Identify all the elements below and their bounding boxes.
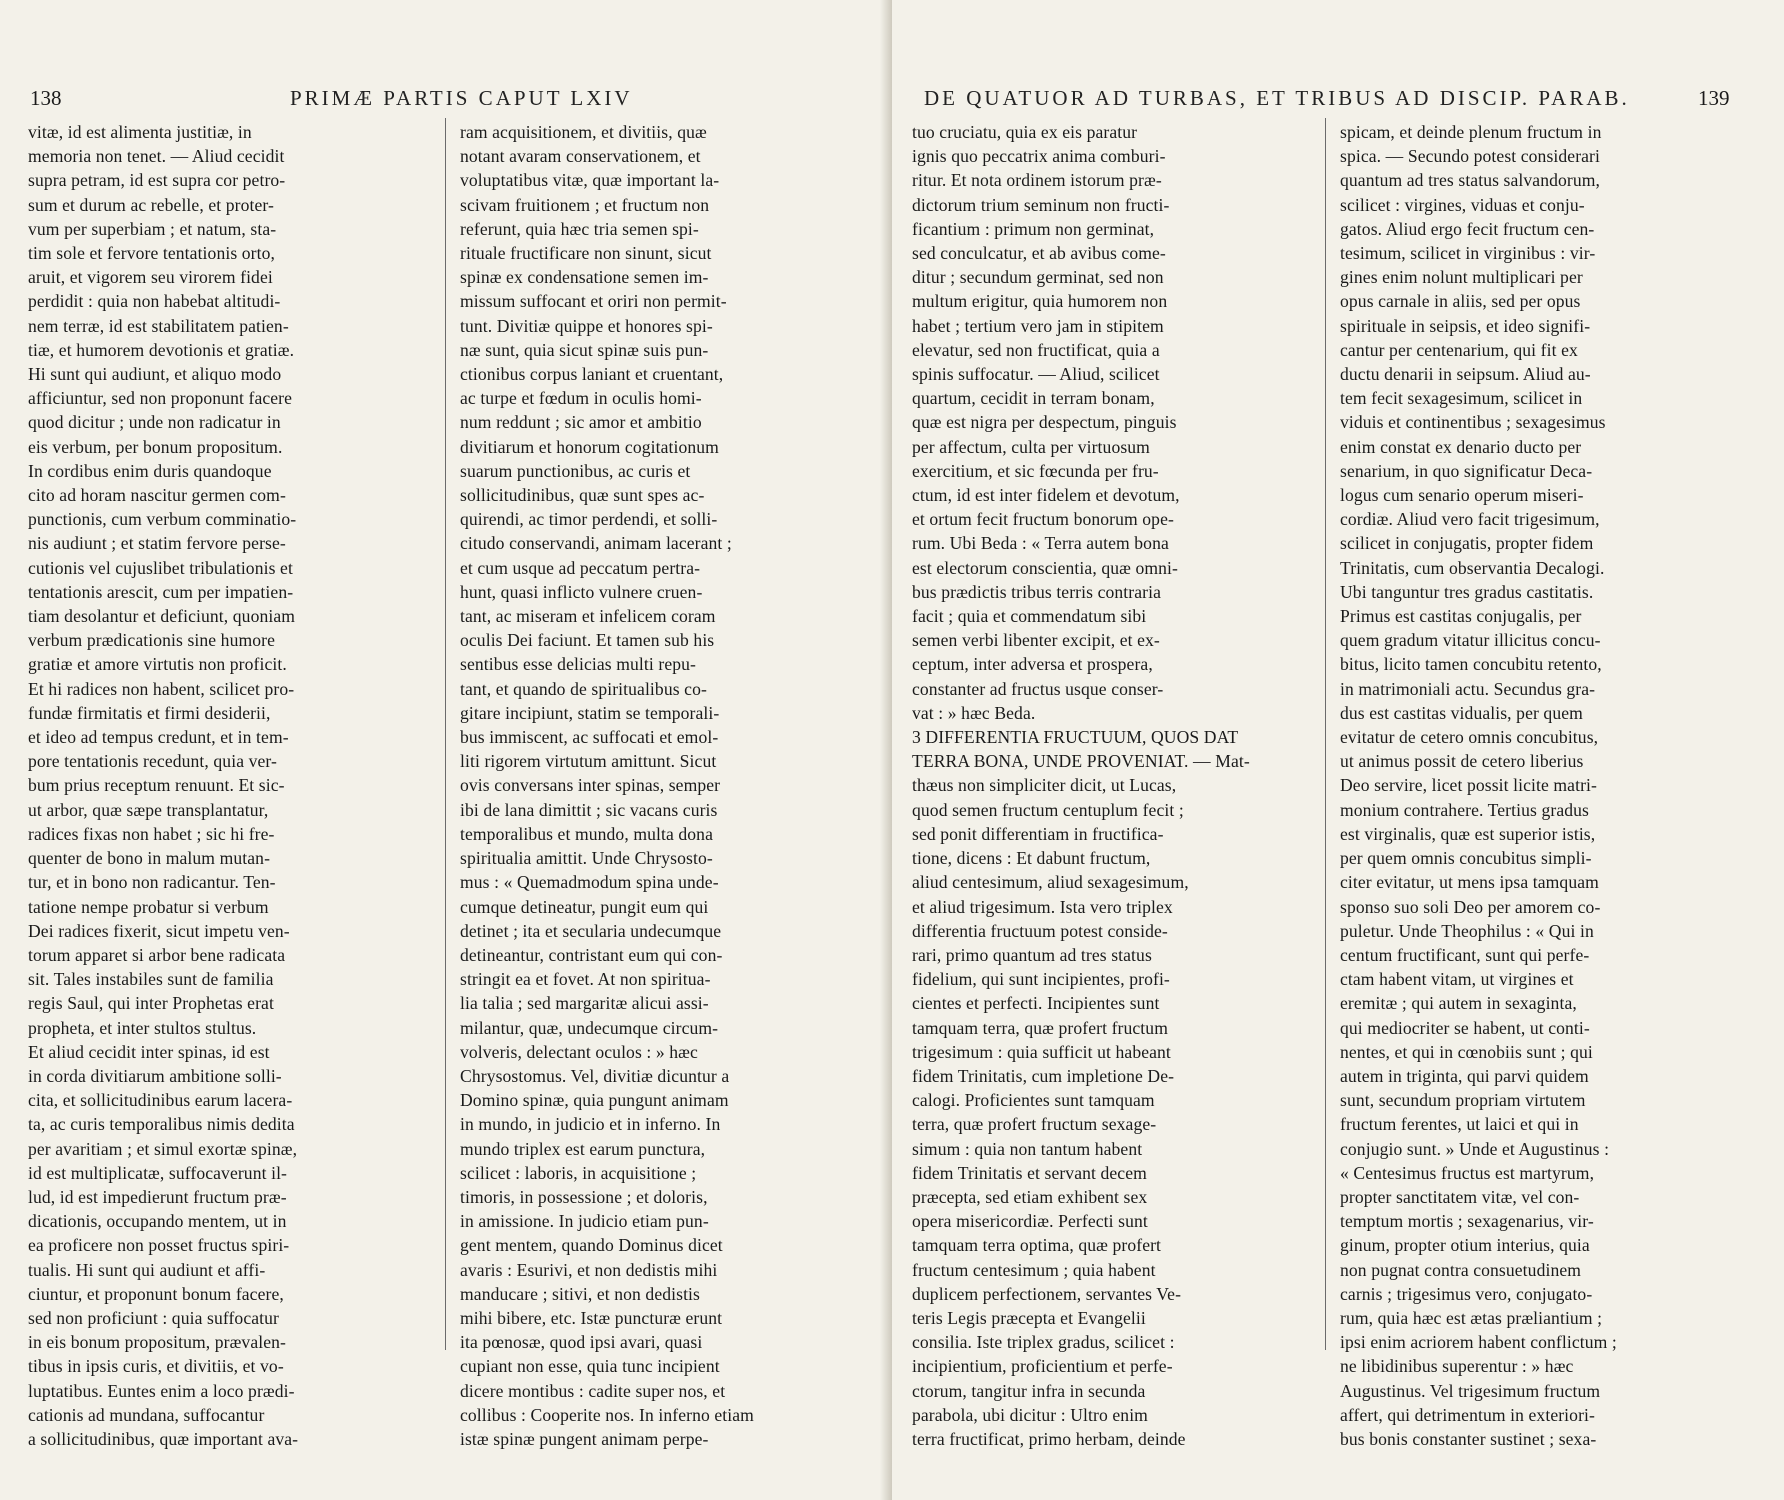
left-running-head: PRIMÆ PARTIS CAPUT LXIV: [290, 86, 633, 110]
text-line: Primus est castitas conjugalis, per: [1340, 606, 1582, 627]
text-line: perdidit : quia non habebat altitudi-: [28, 291, 281, 312]
text-line: divitiarum et honorum cogitationum: [460, 436, 719, 457]
text-line: qui mediocriter se habent, ut conti-: [1340, 1017, 1590, 1038]
text-line: cupiant non esse, quia tunc incipient: [460, 1356, 720, 1377]
text-line: cientes et perfecti. Incipientes sunt: [912, 993, 1160, 1014]
text-line: logus cum senario operum miseri-: [1340, 485, 1584, 506]
text-line: propter sanctitatem vitæ, vel con-: [1340, 1186, 1580, 1207]
text-line: liti rigorem virtutum amittunt. Sicut: [460, 751, 717, 772]
text-line: in eis bonum propositum, prævalen-: [28, 1332, 286, 1353]
text-line: Et aliud cecidit inter spinas, id est: [28, 1041, 270, 1062]
left-column-divider: [445, 118, 446, 1350]
text-line: tant, ac miseram et infelicem coram: [460, 606, 716, 627]
text-line: Trinitatis, cum observantia Decalogi.: [1340, 557, 1605, 578]
text-line: fructum centesimum ; quia habent: [912, 1259, 1156, 1280]
text-line: ea proficere non posset fructus spiri-: [28, 1235, 290, 1256]
text-line: spiritualia amittit. Unde Chrysosto-: [460, 848, 713, 869]
text-line: rum. Ubi Beda : « Terra autem bona: [912, 533, 1169, 554]
text-line: per affectum, culta per virtuosum: [912, 436, 1150, 457]
text-line: luptatibus. Euntes enim a loco prædi-: [28, 1380, 295, 1401]
text-line: cationis ad mundana, suffocantur: [28, 1404, 265, 1425]
text-line: nem terræ, id est stabilitatem patien-: [28, 315, 289, 336]
text-line: pore tentationis recedunt, quia ver-: [28, 751, 277, 772]
right-column-divider: [1325, 118, 1326, 1350]
text-line: dus est castitas vidualis, per quem: [1340, 702, 1583, 723]
text-line: eis verbum, per bonum propositum.: [28, 436, 283, 457]
text-line: quenter de bono in malum mutan-: [28, 848, 271, 869]
text-line: ac turpe et fœdum in oculis homi-: [460, 388, 702, 409]
text-line: lud, id est impedierunt fructum præ-: [28, 1186, 287, 1207]
text-line: ditur ; secundum germinat, sed non: [912, 267, 1164, 288]
text-line: constanter ad fructus usque conser-: [912, 678, 1164, 699]
text-line: mihi bibere, etc. Istæ puncturæ erunt: [460, 1307, 723, 1328]
text-line: « Centesimus fructus est martyrum,: [1340, 1162, 1595, 1183]
text-line: tesimum, scilicet in virginibus : vir-: [1340, 243, 1596, 264]
text-line: radices fixas non habet ; sic hi fre-: [28, 823, 275, 844]
text-line: tur, et in bono non radicantur. Ten-: [28, 872, 276, 893]
text-line: ne libidinibus superentur : » hæc: [1340, 1356, 1574, 1377]
text-line: quod semen fructum centuplum fecit ;: [912, 799, 1184, 820]
text-line: Hi sunt qui audiunt, et aliquo modo: [28, 364, 282, 385]
text-line: Et hi radices non habent, scilicet pro-: [28, 678, 295, 699]
text-line: tim sole et fervore tentationis orto,: [28, 243, 276, 264]
text-line: sed conculcatur, et ab avibus come-: [912, 243, 1166, 264]
text-line: vum per superbiam ; et natum, sta-: [28, 218, 277, 239]
text-line: supra petram, id est supra cor petro-: [28, 170, 286, 191]
text-line: tibus in ipsis curis, et divitiis, et vo-: [28, 1356, 284, 1377]
text-line: Chrysostomus. Vel, divitiæ dicuntur a: [460, 1065, 730, 1086]
text-line: habet ; tertium vero jam in stipitem: [912, 315, 1164, 336]
text-line: hunt, quasi inflicto vulnere cruen-: [460, 581, 703, 602]
text-line: sollicitudinibus, quæ sunt spes ac-: [460, 485, 705, 506]
text-line: vat : » hæc Beda.: [912, 702, 1036, 723]
text-line: ctam habent vitam, ut virgines et: [1340, 969, 1574, 990]
text-line: sunt, secundum propriam virtutem: [1340, 1090, 1586, 1111]
text-line: stringit ea et fovet. At non spiritua-: [460, 969, 711, 990]
text-line: timoris, in possessione ; et doloris,: [460, 1186, 708, 1207]
text-line: bitus, licito tamen concubitu retento,: [1340, 654, 1602, 675]
text-line: regis Saul, qui inter Prophetas erat: [28, 993, 274, 1014]
text-line: spinis suffocatur. — Aliud, scilicet: [912, 364, 1160, 385]
text-line: lia talia ; sed margaritæ alicui assi-: [460, 993, 709, 1014]
text-line: tem fecit sexagesimum, scilicet in: [1340, 388, 1583, 409]
text-line: sed non proficiunt : quia suffocatur: [28, 1307, 279, 1328]
text-line: Dei radices fixerit, sicut impetu ven-: [28, 920, 290, 941]
text-line: spica. — Secundo potest considerari: [1340, 146, 1601, 167]
text-line: gines enim nolunt multiplicari per: [1340, 267, 1583, 288]
text-line: suarum punctionibus, ac curis et: [460, 460, 691, 481]
text-line: carnis ; trigesimus vero, conjugato-: [1340, 1283, 1593, 1304]
text-line: avaris : Esurivi, et non dedistis mihi: [460, 1259, 718, 1280]
text-line: terra fructificat, primo herbam, deinde: [912, 1428, 1186, 1449]
text-line: ritur. Et nota ordinem istorum præ-: [912, 170, 1162, 191]
text-line: quartum, cecidit in terram bonam,: [912, 388, 1155, 409]
text-line: dictorum trium seminum non fructi-: [912, 194, 1170, 215]
text-line: trigesimum : quia sufficit ut habeant: [912, 1041, 1171, 1062]
text-line: fundæ firmitatis et firmi desiderii,: [28, 702, 271, 723]
text-line: scilicet : laboris, in acquisitione ;: [460, 1162, 697, 1183]
text-line: ita pœnosæ, quod ipsi avari, quasi: [460, 1332, 703, 1353]
text-line: detinet ; ita et secularia undecumque: [460, 920, 722, 941]
text-line: fidem Trinitatis, cum impletione De-: [912, 1065, 1175, 1086]
text-line: mundo triplex est earum punctura,: [460, 1138, 706, 1159]
text-line: nentes, et qui in cœnobiis sunt ; qui: [1340, 1041, 1593, 1062]
text-line: autem in triginta, qui parvi quidem: [1340, 1065, 1589, 1086]
text-line: næ sunt, quia sicut spinæ suis pun-: [460, 339, 709, 360]
text-line: simum : quia non tantum habent: [912, 1138, 1143, 1159]
text-line: cumque detineatur, pungit eum qui: [460, 896, 709, 917]
text-line: cantur per centenarium, qui fit ex: [1340, 339, 1578, 360]
text-line: evitatur de cetero omnis concubitus,: [1340, 727, 1599, 748]
text-line: bum prius receptum renuunt. Et sic-: [28, 775, 285, 796]
text-line: collibus : Cooperite nos. In inferno etiam: [460, 1404, 754, 1425]
text-line: ram acquisitionem, et divitiis, quæ: [460, 122, 707, 142]
text-line: tualis. Hi sunt qui audiunt et affi-: [28, 1259, 266, 1280]
text-line: ginum, propter otium interius, quia: [1340, 1235, 1590, 1256]
text-line: affert, qui detrimentum in exteriori-: [1340, 1404, 1595, 1425]
text-line: cutionis vel cujuslibet tribulationis et: [28, 557, 293, 578]
text-line: citer evitatur, ut mens ipsa tamquam: [1340, 872, 1599, 893]
text-line: quæ est nigra per despectum, pinguis: [912, 412, 1177, 433]
text-line: calogi. Proficientes sunt tamquam: [912, 1090, 1155, 1111]
text-line: voluptatibus vitæ, quæ important la-: [460, 170, 720, 191]
text-line: spinæ ex condensatione semen im-: [460, 267, 709, 288]
text-line: sed ponit differentiam in fructifica-: [912, 823, 1164, 844]
text-line: viduis et continentibus ; sexagesimus: [1340, 412, 1606, 433]
text-line: verbum prædicationis sine humore: [28, 630, 276, 651]
text-line: gatos. Aliud ergo fecit fructum cen-: [1340, 218, 1595, 239]
text-line: ta, ac curis temporalibus nimis dedita: [28, 1114, 295, 1135]
text-line: volveris, delectant oculos : » hæc: [460, 1041, 698, 1062]
text-line: sponso suo soli Deo per amorem co-: [1340, 896, 1601, 917]
text-line: spicam, et deinde plenum fructum in: [1340, 122, 1602, 142]
text-line: afficiuntur, sed non proponunt facere: [28, 388, 293, 409]
text-line: in matrimoniali actu. Secundus gra-: [1340, 678, 1596, 699]
text-line: cordiæ. Aliud vero facit trigesimum,: [1340, 509, 1600, 530]
text-line: enim constat ex denario ducto per: [1340, 436, 1582, 457]
right-page-number: 139: [1698, 86, 1730, 110]
text-line: eremitæ ; qui autem in sexaginta,: [1340, 993, 1577, 1014]
text-line: rum, quia hæc est ætas præliantium ;: [1340, 1307, 1603, 1328]
text-line: conjugio sunt. » Unde et Augustinus :: [1340, 1138, 1610, 1159]
text-line: rituale fructificare non sinunt, sicut: [460, 243, 712, 264]
text-line: ovis conversans inter spinas, semper: [460, 775, 721, 796]
text-line: 3 DIFFERENTIA FRUCTUUM, QUOS DAT: [912, 727, 1239, 748]
text-line: multum erigitur, quia humorem non: [912, 291, 1168, 312]
text-line: ficantium : primum non germinat,: [912, 218, 1155, 239]
text-line: quem gradum vitatur illicitus concu-: [1340, 630, 1601, 651]
text-line: sum et durum ac rebelle, et proter-: [28, 194, 274, 215]
text-line: ut arbor, quæ sæpe transplantatur,: [28, 799, 269, 820]
text-line: ipsi enim acriorem habent conflictum ;: [1340, 1332, 1617, 1353]
text-line: ctorum, tangitur infra in secunda: [912, 1380, 1146, 1401]
text-line: notant avaram conservationem, et: [460, 146, 701, 167]
text-line: facit ; quia et commendatum sibi: [912, 606, 1147, 627]
text-line: bus prædictis tribus terris contraria: [912, 581, 1161, 602]
text-line: non pugnat contra consuetudinem: [1340, 1259, 1582, 1280]
text-line: in amissione. In judicio etiam pun-: [460, 1211, 709, 1232]
text-line: teris Legis præcepta et Evangelii: [912, 1307, 1146, 1328]
text-line: TERRA BONA, UNDE PROVENIAT. — Mat-: [912, 751, 1250, 772]
text-line: temptum mortis ; sexagenarius, vir-: [1340, 1211, 1594, 1232]
text-line: sentibus esse delicias multi repu-: [460, 654, 696, 675]
text-line: dicere montibus : cadite super nos, et: [460, 1380, 726, 1401]
text-line: punctionis, cum verbum comminatio-: [28, 509, 297, 530]
text-line: et ideo ad tempus credunt, et in tem-: [28, 727, 289, 748]
text-line: fidem Trinitatis et servant decem: [912, 1162, 1147, 1183]
text-line: et ortum fecit fructum bonorum ope-: [912, 509, 1174, 530]
text-line: centum fructificant, sunt qui perfe-: [1340, 944, 1590, 965]
text-line: scilicet : virgines, viduas et conju-: [1340, 194, 1585, 215]
text-line: id est multiplicatæ, suffocaverunt il-: [28, 1162, 288, 1183]
text-line: ibi de lana dimittit ; sic vacans curis: [460, 799, 718, 820]
text-line: torum apparet si arbor bene radicata: [28, 944, 286, 965]
text-line: spirituale in seipsis, et ideo signifi-: [1340, 315, 1591, 336]
text-line: nis audiunt ; et statim fervore perse-: [28, 533, 286, 554]
text-line: opus carnale in aliis, sed per opus: [1340, 291, 1581, 312]
text-line: memoria non tenet. — Aliud cecidit: [28, 146, 285, 167]
text-line: rari, primo quantum ad tres status: [912, 944, 1152, 965]
text-line: a sollicitudinibus, quæ important ava-: [28, 1428, 299, 1449]
text-line: in mundo, in judicio et in inferno. In: [460, 1114, 721, 1135]
text-line: ignis quo peccatrix anima comburi-: [912, 146, 1166, 167]
text-line: parabola, ubi dicitur : Ultro enim: [912, 1404, 1148, 1425]
text-line: terra, quæ profert fructum sexage-: [912, 1114, 1157, 1135]
right-column-2: [1340, 120, 1730, 1451]
text-line: oculis Dei faciunt. Et tamen sub his: [460, 630, 715, 651]
text-line: duplicem perfectionem, servantes Ve-: [912, 1283, 1182, 1304]
text-line: est electorum conscientia, quæ omni-: [912, 557, 1178, 578]
text-line: detineantur, contristant eum qui con-: [460, 944, 723, 965]
text-line: ctionibus corpus laniant et cruentant,: [460, 364, 724, 385]
left-page-number: 138: [30, 86, 62, 110]
text-line: cita, et sollicitudinibus earum lacera-: [28, 1090, 293, 1111]
text-line: tamquam terra, quæ profert fructum: [912, 1017, 1168, 1038]
text-line: ut animus possit de cetero liberius: [1340, 751, 1584, 772]
text-line: Augustinus. Vel trigesimum fructum: [1340, 1380, 1601, 1401]
text-line: missum suffocant et oriri non permit-: [460, 291, 727, 312]
text-line: monium contrahere. Tertius gradus: [1340, 799, 1589, 820]
text-line: opera misericordiæ. Perfecti sunt: [912, 1211, 1148, 1232]
text-line: consilia. Iste triplex gradus, scilicet :: [912, 1332, 1175, 1353]
text-line: tiam desolantur et deficiunt, quoniam: [28, 606, 296, 627]
text-line: dicationis, occupando mentem, ut in: [28, 1211, 287, 1232]
text-line: aruit, et vigorem seu virorem fidei: [28, 267, 273, 288]
right-running-head: DE QUATUOR AD TURBAS, ET TRIBUS AD DISCIP. PARAB.: [924, 86, 1630, 110]
left-column-1: [28, 120, 418, 1451]
text-line: gratiæ et amore virtutis non proficit.: [28, 654, 287, 675]
text-line: manducare ; sitivi, et non dedistis: [460, 1283, 700, 1304]
text-line: In cordibus enim duris quandoque: [28, 460, 272, 481]
text-line: gent mentem, quando Dominus dicet: [460, 1235, 723, 1256]
text-line: puletur. Unde Theophilus : « Qui in: [1340, 920, 1594, 941]
text-line: ceptum, inter adversa et prospera,: [912, 654, 1153, 675]
text-line: elevatur, sed non fructificat, quia a: [912, 339, 1160, 360]
text-line: num reddunt ; sic amor et ambitio: [460, 412, 702, 433]
text-line: quirendi, ac timor perdendi, et solli-: [460, 509, 718, 530]
text-line: tant, et quando de spiritualibus co-: [460, 678, 707, 699]
text-line: fidelium, qui sunt incipientes, profi-: [912, 969, 1170, 990]
text-line: tamquam terra optima, quæ profert: [912, 1235, 1162, 1256]
text-line: bus immiscent, ac suffocati et emol-: [460, 727, 719, 748]
text-line: incipientium, proficientium et perfe-: [912, 1356, 1173, 1377]
text-line: citudo conservandi, animam lacerant ;: [460, 533, 732, 554]
text-line: tentationis arescit, cum per impatien-: [28, 581, 294, 602]
text-line: in corda divitiarum ambitione solli-: [28, 1065, 282, 1086]
text-line: fructum ferentes, ut laici et qui in: [1340, 1114, 1579, 1135]
text-line: semen verbi libenter excipit, et ex-: [912, 630, 1160, 651]
text-line: tunt. Divitiæ quippe et honores spi-: [460, 315, 713, 336]
text-line: tatione nempe probatur si verbum: [28, 896, 269, 917]
text-line: vitæ, id est alimenta justitiæ, in: [28, 122, 252, 142]
text-line: aliud centesimum, aliud sexagesimum,: [912, 872, 1189, 893]
text-line: tione, dicens : Et dabunt fructum,: [912, 848, 1151, 869]
text-line: gitare incipiunt, statim se temporali-: [460, 702, 720, 723]
text-line: Domino spinæ, quia pungunt animam: [460, 1090, 729, 1111]
text-line: quantum ad tres status salvandorum,: [1340, 170, 1601, 191]
text-line: scilicet in conjugatis, propter fidem: [1340, 533, 1594, 554]
text-line: Deo servire, licet possit licite matri-: [1340, 775, 1597, 796]
text-line: ductu denarii in seipsum. Aliud au-: [1340, 364, 1591, 385]
text-line: est virginalis, quæ est superior istis,: [1340, 823, 1596, 844]
text-line: exercitium, et sic fœcunda per fru-: [912, 460, 1159, 481]
text-line: temporalibus et mundo, multa dona: [460, 823, 713, 844]
text-line: istæ spinæ pungent animam perpe-: [460, 1428, 709, 1449]
text-line: Ubi tanguntur tres gradus castitatis.: [1340, 581, 1594, 602]
text-line: quod dicitur ; unde non radicatur in: [28, 412, 281, 433]
text-line: propheta, et inter stultos stultus.: [28, 1017, 257, 1038]
text-line: mus : « Quemadmodum spina unde-: [460, 872, 719, 893]
text-line: per avaritiam ; et simul exortæ spinæ,: [28, 1138, 298, 1159]
text-line: differentia fructuum potest conside-: [912, 920, 1168, 941]
right-column-1: [912, 120, 1302, 1451]
text-line: bus bonis constanter sustinet ; sexa-: [1340, 1428, 1597, 1449]
text-line: referunt, quia hæc tria semen spi-: [460, 218, 699, 239]
text-line: ctum, id est inter fidelem et devotum,: [912, 485, 1180, 506]
text-line: tiæ, et humorem devotionis et gratiæ.: [28, 339, 295, 360]
text-line: thæus non simpliciter dicit, ut Lucas,: [912, 775, 1177, 796]
text-line: milantur, quæ, undecumque circum-: [460, 1017, 719, 1038]
left-column-2: [460, 120, 850, 1451]
right-page: [892, 0, 1784, 1500]
text-line: sit. Tales instabiles sunt de familia: [28, 969, 274, 990]
text-line: et aliud trigesimum. Ista vero triplex: [912, 896, 1173, 917]
text-line: et cum usque ad peccatum pertra-: [460, 557, 701, 578]
text-line: præcepta, sed etiam exhibent sex: [912, 1186, 1148, 1207]
text-line: senarium, in quo significatur Deca-: [1340, 460, 1593, 481]
text-line: cito ad horam nascitur germen com-: [28, 485, 286, 506]
text-line: tuo cruciatu, quia ex eis paratur: [912, 122, 1138, 142]
text-line: scivam fruitionem ; et fructum non: [460, 194, 710, 215]
text-line: per quem omnis concubitus simpli-: [1340, 848, 1592, 869]
text-line: ciuntur, et proponunt bonum facere,: [28, 1283, 284, 1304]
